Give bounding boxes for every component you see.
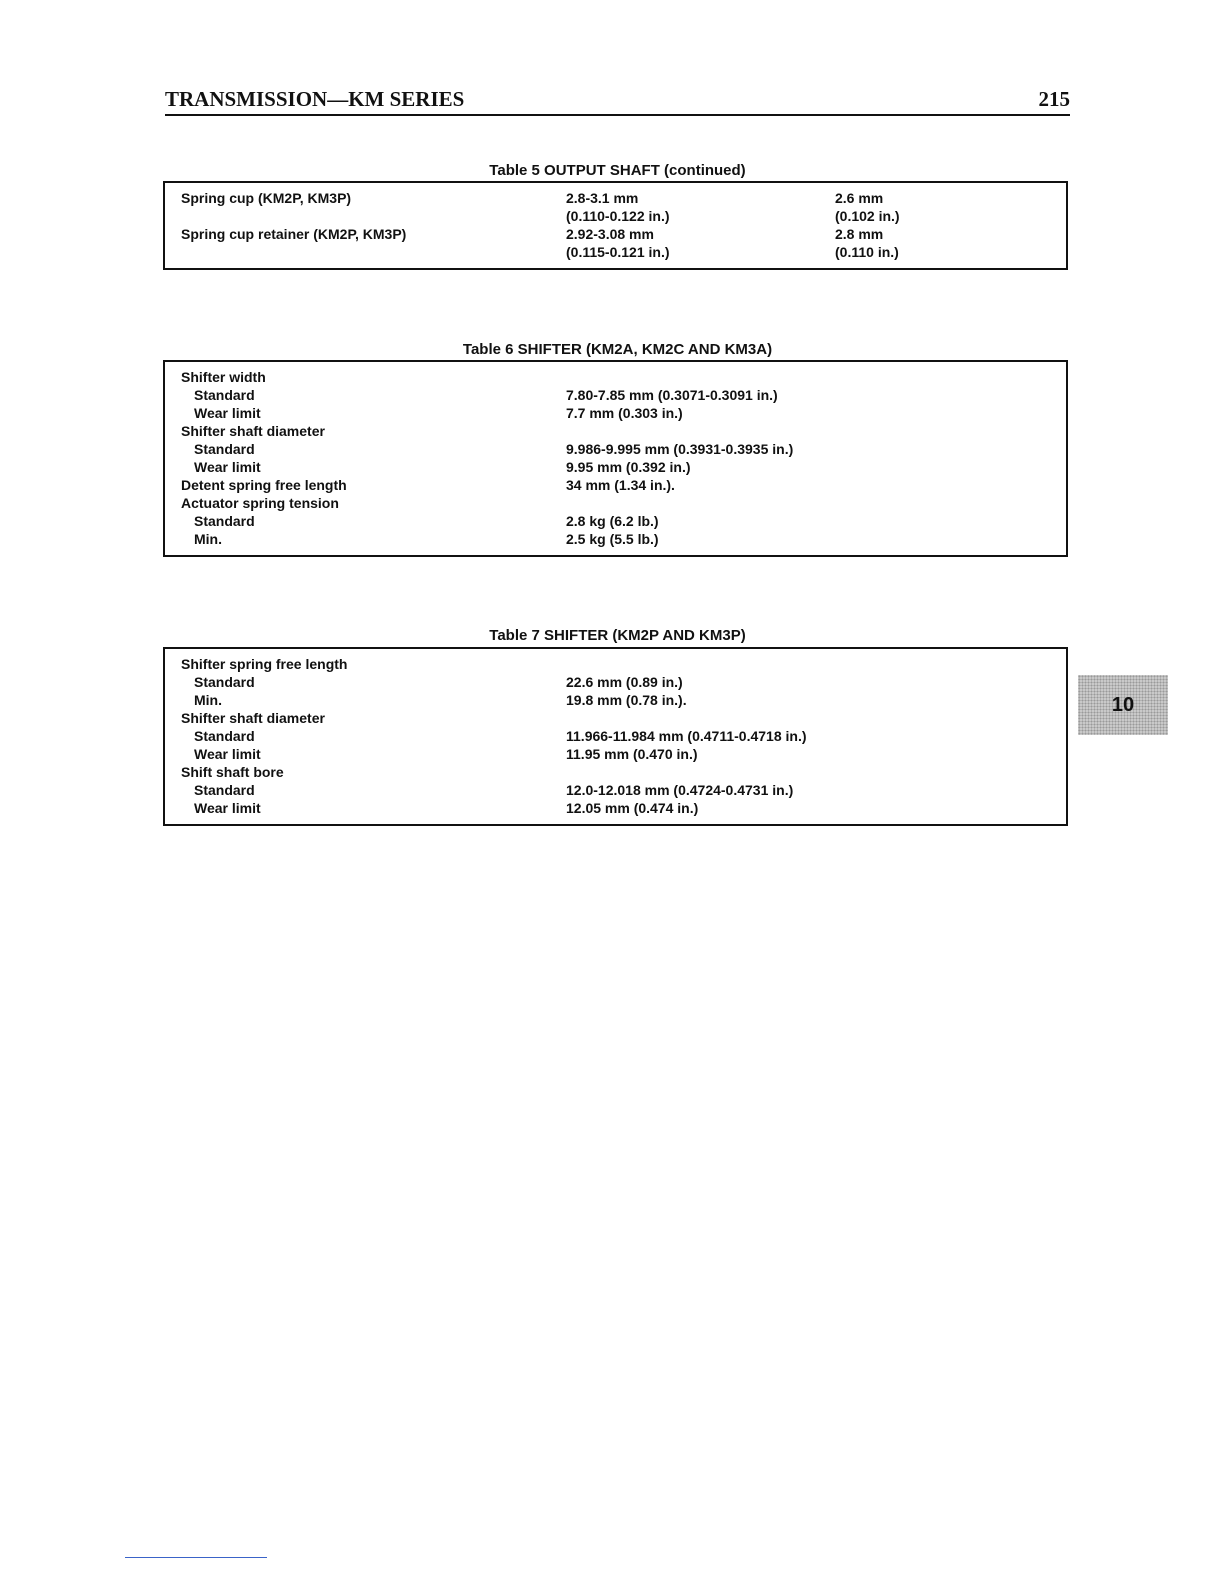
row-value: 7.7 mm (0.303 in.) [566, 405, 683, 421]
row-limit: 2.8 mm [835, 226, 884, 242]
row-limit: (0.110 in.) [835, 244, 899, 260]
row-label: Shifter shaft diameter [181, 710, 325, 726]
table5-caption: Table 5 OUTPUT SHAFT (continued) [489, 162, 746, 179]
row-label: Shifter spring free length [181, 656, 348, 672]
table-row [165, 530, 1066, 548]
row-label: Standard [194, 441, 255, 457]
row-label: Spring cup retainer (KM2P, KM3P) [181, 226, 407, 242]
row-limit: (0.102 in.) [835, 208, 900, 224]
row-value: (0.110-0.122 in.) [566, 208, 670, 224]
table-row [165, 386, 1066, 404]
row-value: (0.115-0.121 in.) [566, 244, 670, 260]
table-row [165, 368, 1066, 386]
chapter-tab-label: 10 [1111, 693, 1135, 716]
row-label: Standard [194, 782, 255, 798]
table-row [165, 207, 1066, 225]
table-row [165, 745, 1066, 763]
row-label: Standard [194, 513, 255, 529]
table6-caption: Table 6 SHIFTER (KM2A, KM2C AND KM3A) [462, 341, 773, 358]
chapter-tab [1078, 675, 1168, 735]
row-label: Standard [194, 674, 255, 690]
table6 [163, 360, 1068, 557]
row-label: Min. [194, 531, 222, 547]
row-label: Wear limit [194, 459, 261, 475]
row-label: Actuator spring tension [181, 495, 339, 511]
table-row [165, 404, 1066, 422]
row-label: Shift shaft bore [181, 764, 284, 780]
row-label: Min. [194, 692, 222, 708]
row-label: Standard [194, 728, 255, 744]
table7-caption: Table 7 SHIFTER (KM2P AND KM3P) [489, 627, 746, 644]
table-row [165, 476, 1066, 494]
row-label: Shifter width [181, 369, 266, 385]
row-label: Wear limit [194, 800, 261, 816]
table-row [165, 709, 1066, 727]
table-row [165, 440, 1066, 458]
table-row [165, 189, 1066, 207]
row-value: 22.6 mm (0.89 in.) [566, 674, 683, 690]
table-row [165, 691, 1066, 709]
row-value: 7.80-7.85 mm (0.3071-0.3091 in.) [566, 387, 778, 403]
row-value: 9.95 mm (0.392 in.) [566, 459, 691, 475]
table-row [165, 673, 1066, 691]
row-value: 19.8 mm (0.78 in.). [566, 692, 687, 708]
row-label: Spring cup (KM2P, KM3P) [181, 190, 352, 206]
row-value: 2.8-3.1 mm [566, 190, 639, 206]
row-value: 12.0-12.018 mm (0.4724-0.4731 in.) [566, 782, 794, 798]
row-label: Shifter shaft diameter [181, 423, 325, 439]
table5 [163, 181, 1068, 270]
table-row [165, 422, 1066, 440]
table-row [165, 243, 1066, 261]
row-value: 9.986-9.995 mm (0.3931-0.3935 in.) [566, 441, 794, 457]
row-value: 34 mm (1.34 in.). [566, 477, 675, 493]
table-row [165, 225, 1066, 243]
row-label: Wear limit [194, 405, 261, 421]
table-row [165, 458, 1066, 476]
row-value: 11.95 mm (0.470 in.) [566, 746, 698, 762]
row-label: Detent spring free length [181, 477, 347, 493]
row-value: 2.5 kg (5.5 lb.) [566, 531, 659, 547]
row-limit: 2.6 mm [835, 190, 884, 206]
running-title: TRANSMISSION—KM SERIES [165, 87, 465, 111]
table-row [165, 494, 1066, 512]
footer-rule [125, 1557, 267, 1558]
table-row [165, 727, 1066, 745]
table-row [165, 763, 1066, 781]
table-row [165, 799, 1066, 817]
table-row [165, 781, 1066, 799]
row-value: 12.05 mm (0.474 in.) [566, 800, 699, 816]
table-row [165, 655, 1066, 673]
table7 [163, 647, 1068, 826]
row-value: 2.8 kg (6.2 lb.) [566, 513, 659, 529]
page-number: 215 [1038, 87, 1070, 111]
row-value: 11.966-11.984 mm (0.4711-0.4718 in.) [566, 728, 807, 744]
page-header [165, 88, 1070, 116]
row-label: Standard [194, 387, 255, 403]
row-label: Wear limit [194, 746, 261, 762]
row-value: 2.92-3.08 mm [566, 226, 654, 242]
table-row [165, 512, 1066, 530]
